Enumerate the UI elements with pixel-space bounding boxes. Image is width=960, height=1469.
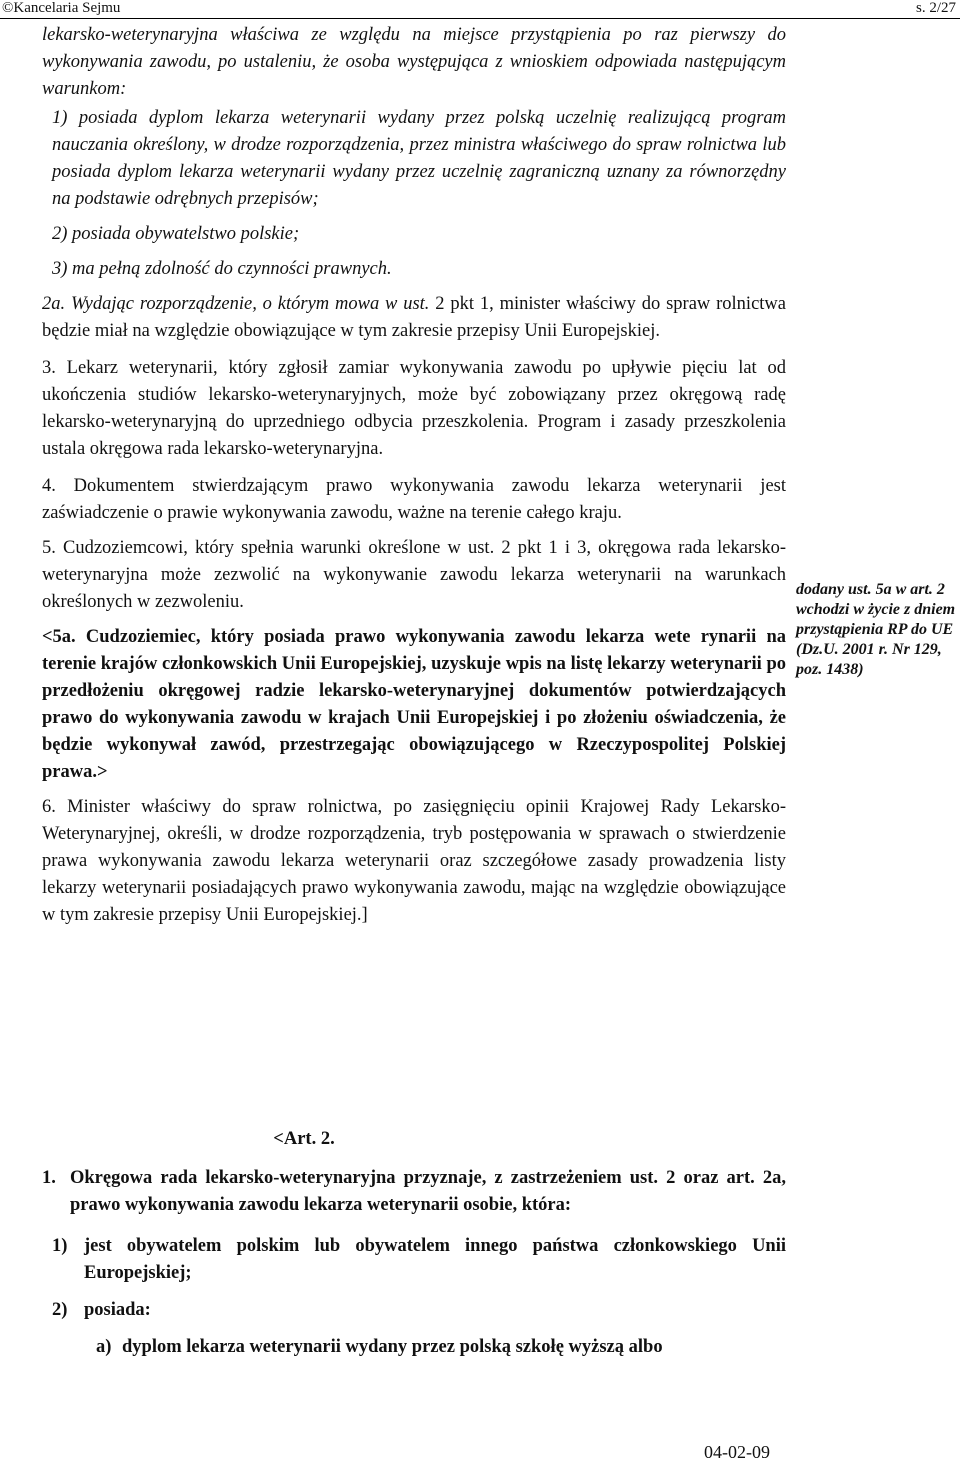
header-publisher: ©Kancelaria Sejmu <box>2 0 121 16</box>
paragraph-6: 6. Minister właściwy do spraw rolnictwa, po zasięgnięciu opinii Krajowej Rady Lekarsko-Weterynaryjnej, określi, w drodze rozporządzenia, tryb postępowania w sprawach o stwierdzenie prawa wykonywania zawodu lekarza weterynarii oraz szczegółowe zasady prowadzenia listy lekarzy weterynarii posiadających prawo wykonywania zawodu, mając na względzie obowiązujące w tym zakresie przepisy Unii Europejskiej.] <box>42 797 786 925</box>
article-2-item-1 <box>42 1233 786 1287</box>
footer-date: 04-02-09 <box>704 1442 770 1462</box>
item-1-number: 1) <box>52 1236 68 1256</box>
header-page-number: s. 2/27 <box>915 0 956 16</box>
paragraph-2a-italic: 2a. Wydając rozporządzenie, o którym mowa w ust. <box>42 294 430 314</box>
article-2-title: <Art. 2. <box>273 1129 335 1149</box>
item-2a-text: dyplom lekarza weterynarii wydany przez polską szkołę wyższą albo <box>122 1337 663 1357</box>
condition-1: 1) posiada dyplom lekarza weterynarii wydany przez polską uczelnię realizującą program nauczania określony, w drodze rozporządzenia, przez ministra właściwego do spraw rolnictwa lub posiada dyplom lekarza weterynarii wydany przez uczelnię zagraniczną uznany za równorzędny na podstawie odrębnych przepisów; <box>52 108 786 209</box>
intro-paragraph: lekarsko-weterynaryjna właściwa ze względu na miejsce przystąpienia po raz pierwszy do wykonywania zawodu, po ustaleniu, że osoba występująca z wnioskiem odpowiada następującym warunkom: <box>42 25 786 99</box>
paragraph-2a-rest: 2 pkt 1, minister właściwy do spraw rolnictwa będzie miał na względzie obowiązujące w tym zakresie przepisy Unii Europejskiej. <box>42 294 786 341</box>
paragraph-3: 3. Lekarz weterynarii, który zgłosił zamiar wykonywania zawodu po upływie pięciu lat od ukończenia studiów lekarsko-weterynaryjnych, może być zobowiązany przez okręgową radę lekarsko-weterynaryjną do uprzedniego odbycia przeszkolenia. Program i zasady przeszkolenia ustala okręgowa rada lekarsko-weterynaryjna. <box>42 358 786 459</box>
margin-note: dodany ust. 5a w art. 2 wchodzi w życie z dniem przystąpienia RP do UE (Dz.U. 2001 r. Nr 129, poz. 1438) <box>796 581 956 678</box>
main-text <box>42 22 786 929</box>
article-2-item-2a <box>42 1334 786 1361</box>
item-2-text: posiada: <box>84 1300 151 1320</box>
header-rule <box>0 18 960 19</box>
paragraph-5: 5. Cudzoziemcowi, który spełnia warunki określone w ust. 2 pkt 1 i 3, okręgowa rada lekarsko-weterynaryjna może zezwolić na wykonywanie zawodu lekarza weterynarii na warunkach określonych w zezwoleniu. <box>42 538 786 612</box>
condition-2: 2) posiada obywatelstwo polskie; <box>52 224 300 244</box>
item-2a-letter: a) <box>96 1337 112 1357</box>
article-2 <box>42 1126 786 1361</box>
item-1-text: jest obywatelem polskim lub obywatelem innego państwa członkowskiego Unii Europejskiej; <box>84 1236 786 1283</box>
paragraph-2a <box>42 291 786 345</box>
paragraph-4: 4. Dokumentem stwierdzającym prawo wykonywania zawodu lekarza weterynarii jest zaświadczenie o prawie wykonywania zawodu, ważne na terenie całego kraju. <box>42 476 786 523</box>
paragraph-5a: <5a. Cudzoziemiec, który posiada prawo wykonywania zawodu lekarza wete rynarii na terenie krajów członkowskich Unii Europejskiej, uzyskuje wpis na listę lekarzy weterynarii po przedłożeniu okręgowej radzie lekarsko-weterynaryjnej dokumentów potwierdzających prawo do wykonywania zawodu w krajach Unii Europejskiej i po złożeniu oświadczenia, że będzie wykonywał zawód, przestrzegając obowiązującego w Rzeczypospolitej Polskiej prawa.> <box>42 627 786 782</box>
para-1-number: 1. <box>42 1168 56 1188</box>
article-2-para-1 <box>42 1165 786 1219</box>
condition-3: 3) ma pełną zdolność do czynności prawnych. <box>52 259 392 279</box>
article-2-item-2 <box>42 1297 786 1324</box>
item-2-number: 2) <box>52 1300 68 1320</box>
para-1-text: Okręgowa rada lekarsko-weterynaryjna przyznaje, z zastrzeżeniem ust. 2 oraz art. 2a, prawo wykonywania zawodu lekarza weterynarii osobie, która: <box>70 1168 786 1215</box>
